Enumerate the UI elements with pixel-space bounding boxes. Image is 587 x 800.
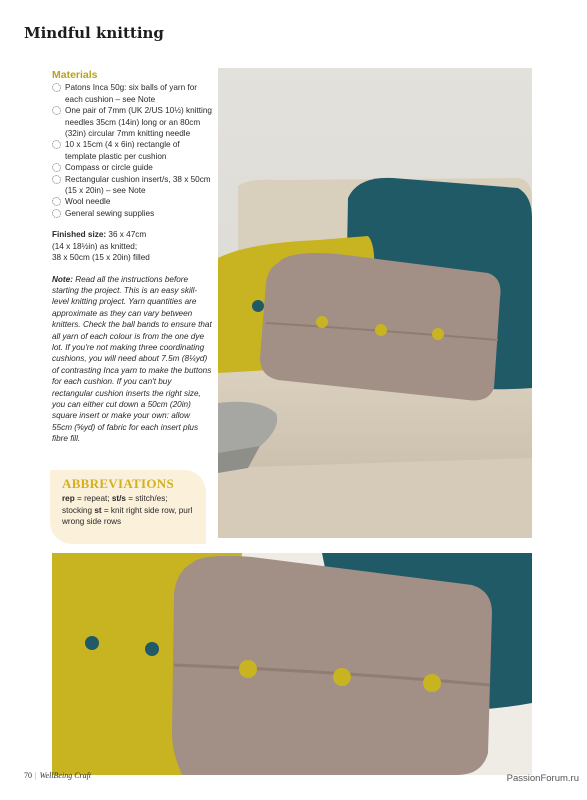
cushions-sofa-photo: [218, 68, 532, 538]
project-note: Note: Read all the instructions before starting the project. This is an easy skill-level knitting project. Yarn quantities are approximate as they can vary between knitters. Check the ball bands to ensure that all yarn of each colour is from the one dye lot. If you're not making three coordinating cushions, you will need about 7.5m (8¼yd) of contrasting Inca yarn to make the buttons for each cushion. If you can't buy rectangular cushion inserts the right size, you can either cut down a 50cm (20in) square insert or make your own: allow 55cm (⅝yd) of fabric for each insert plus fibre fill.: [52, 274, 212, 444]
list-item: 10 x 15cm (4 x 6in) rectangle of template plastic per cushion: [52, 139, 212, 162]
list-item: General sewing supplies: [52, 208, 212, 219]
dotted-circle-icon: [52, 83, 61, 92]
list-item: Patons Inca 50g: six balls of yarn for each cushion – see Note: [52, 82, 212, 105]
dotted-circle-icon: [52, 175, 61, 184]
list-item: One pair of 7mm (UK 2/US 10½) knitting needles 35cm (14in) long or an 80cm (32in) circular 7mm knitting needle: [52, 105, 212, 139]
dotted-circle-icon: [52, 140, 61, 149]
list-item: Compass or circle guide: [52, 162, 212, 173]
dotted-circle-icon: [52, 209, 61, 218]
cushions-sofa-illustration: [218, 68, 532, 538]
page-title: Mindful knitting: [24, 24, 164, 42]
page-number: 70: [24, 771, 32, 780]
dotted-circle-icon: [52, 106, 61, 115]
page-footer: 70 | WellBeing Craft: [24, 771, 92, 780]
finished-size: Finished size: 36 x 47cm (14 x 18½in) as knitted; 38 x 50cm (15 x 20in) filled: [52, 230, 150, 263]
abbreviations-heading: ABBREVIATIONS: [62, 476, 175, 491]
list-item: Rectangular cushion insert/s, 38 x 50cm (15 x 20in) – see Note: [52, 174, 212, 197]
abbreviations-box: [50, 470, 206, 544]
list-item: Wool needle: [52, 196, 212, 207]
materials-section: [52, 70, 212, 445]
watermark: PassionForum.ru: [506, 773, 579, 784]
materials-list: [52, 82, 212, 219]
dotted-circle-icon: [52, 163, 61, 172]
magazine-name: WellBeing Craft: [39, 771, 92, 780]
cushions-closeup-illustration: [52, 553, 532, 775]
abbreviations-text: rep = repeat; st/s = stitch/es; stocking st = knit right side row, purl wrong side rows: [62, 494, 193, 527]
dotted-circle-icon: [52, 197, 61, 206]
cushions-closeup-photo: [52, 553, 532, 775]
materials-heading: Materials: [52, 69, 98, 81]
